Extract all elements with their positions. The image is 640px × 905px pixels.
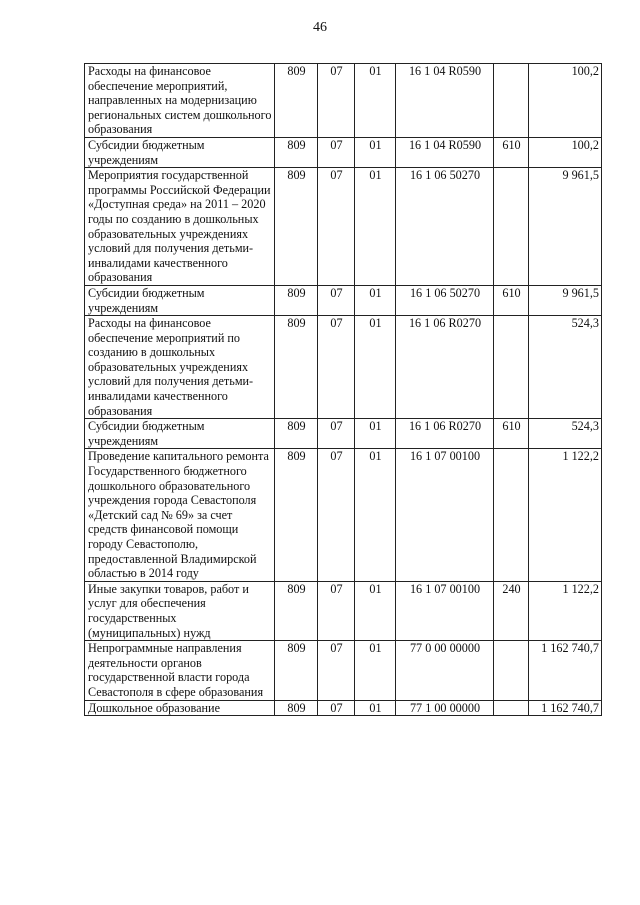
table-row bbox=[85, 419, 602, 449]
expense-type-cell bbox=[494, 700, 529, 716]
expense-name-cell: Расходы на финансовое обеспечение мероприятий по созданию в дошкольных образовательных учреждениях условий для получения детьми-инвалидами качественного образования bbox=[85, 316, 275, 419]
expense-type-cell: 610 bbox=[494, 137, 529, 167]
amount-cell: 524,3 bbox=[529, 419, 602, 449]
expense-name-cell: Мероприятия государственной программы Российской Федерации «Доступная среда» на 2011 – 2020 годы по созданию в дошкольных образовательных учреждениях условий для получения детьми-инвалидами качественного образования bbox=[85, 168, 275, 286]
subsection-code-cell: 01 bbox=[355, 168, 396, 286]
table-row bbox=[85, 316, 602, 419]
subsection-code-cell: 01 bbox=[355, 641, 396, 700]
department-code-cell: 809 bbox=[275, 449, 318, 581]
budget-table bbox=[84, 63, 602, 716]
target-article-cell: 77 1 00 00000 bbox=[396, 700, 494, 716]
section-code-cell: 07 bbox=[318, 641, 355, 700]
target-article-cell: 16 1 06 50270 bbox=[396, 168, 494, 286]
expense-type-cell bbox=[494, 449, 529, 581]
target-article-cell: 16 1 06 R0270 bbox=[396, 419, 494, 449]
department-code-cell: 809 bbox=[275, 137, 318, 167]
expense-name-cell: Субсидии бюджетным учреждениям bbox=[85, 137, 275, 167]
table-row bbox=[85, 641, 602, 700]
expense-name-cell: Расходы на финансовое обеспечение мероприятий, направленных на модернизацию региональных систем дошкольного образования bbox=[85, 64, 275, 138]
department-code-cell: 809 bbox=[275, 285, 318, 315]
amount-cell: 524,3 bbox=[529, 316, 602, 419]
expense-type-cell bbox=[494, 641, 529, 700]
expense-type-cell: 610 bbox=[494, 419, 529, 449]
target-article-cell: 16 1 04 R0590 bbox=[396, 64, 494, 138]
section-code-cell: 07 bbox=[318, 64, 355, 138]
expense-type-cell: 610 bbox=[494, 285, 529, 315]
amount-cell: 100,2 bbox=[529, 137, 602, 167]
section-code-cell: 07 bbox=[318, 419, 355, 449]
subsection-code-cell: 01 bbox=[355, 581, 396, 640]
table-row bbox=[85, 700, 602, 716]
section-code-cell: 07 bbox=[318, 137, 355, 167]
expense-type-cell bbox=[494, 64, 529, 138]
subsection-code-cell: 01 bbox=[355, 137, 396, 167]
subsection-code-cell: 01 bbox=[355, 700, 396, 716]
target-article-cell: 16 1 06 R0270 bbox=[396, 316, 494, 419]
target-article-cell: 16 1 06 50270 bbox=[396, 285, 494, 315]
amount-cell: 100,2 bbox=[529, 64, 602, 138]
subsection-code-cell: 01 bbox=[355, 419, 396, 449]
department-code-cell: 809 bbox=[275, 168, 318, 286]
section-code-cell: 07 bbox=[318, 449, 355, 581]
table-row bbox=[85, 581, 602, 640]
expense-type-cell: 240 bbox=[494, 581, 529, 640]
amount-cell: 9 961,5 bbox=[529, 285, 602, 315]
section-code-cell: 07 bbox=[318, 581, 355, 640]
target-article-cell: 16 1 07 00100 bbox=[396, 449, 494, 581]
expense-name-cell: Дошкольное образование bbox=[85, 700, 275, 716]
subsection-code-cell: 01 bbox=[355, 285, 396, 315]
section-code-cell: 07 bbox=[318, 700, 355, 716]
table-row bbox=[85, 449, 602, 581]
target-article-cell: 77 0 00 00000 bbox=[396, 641, 494, 700]
department-code-cell: 809 bbox=[275, 700, 318, 716]
amount-cell: 9 961,5 bbox=[529, 168, 602, 286]
table-row bbox=[85, 64, 602, 138]
table-row bbox=[85, 168, 602, 286]
department-code-cell: 809 bbox=[275, 419, 318, 449]
expense-name-cell: Иные закупки товаров, работ и услуг для обеспечения государственных (муниципальных) нужд bbox=[85, 581, 275, 640]
amount-cell: 1 162 740,7 bbox=[529, 700, 602, 716]
amount-cell: 1 162 740,7 bbox=[529, 641, 602, 700]
department-code-cell: 809 bbox=[275, 581, 318, 640]
amount-cell: 1 122,2 bbox=[529, 449, 602, 581]
amount-cell: 1 122,2 bbox=[529, 581, 602, 640]
subsection-code-cell: 01 bbox=[355, 449, 396, 581]
subsection-code-cell: 01 bbox=[355, 316, 396, 419]
department-code-cell: 809 bbox=[275, 64, 318, 138]
section-code-cell: 07 bbox=[318, 285, 355, 315]
target-article-cell: 16 1 07 00100 bbox=[396, 581, 494, 640]
target-article-cell: 16 1 04 R0590 bbox=[396, 137, 494, 167]
subsection-code-cell: 01 bbox=[355, 64, 396, 138]
page-number: 46 bbox=[313, 20, 327, 35]
expense-name-cell: Проведение капитального ремонта Государственного бюджетного дошкольного образовательного учреждения города Севастополя «Детский сад № 69» за счет средств финансовой помощи городу Севастополю, предоставленной Владимирской областью в 2014 году bbox=[85, 449, 275, 581]
section-code-cell: 07 bbox=[318, 168, 355, 286]
department-code-cell: 809 bbox=[275, 316, 318, 419]
expense-name-cell: Субсидии бюджетным учреждениям bbox=[85, 285, 275, 315]
section-code-cell: 07 bbox=[318, 316, 355, 419]
department-code-cell: 809 bbox=[275, 641, 318, 700]
table-row bbox=[85, 285, 602, 315]
table-row bbox=[85, 137, 602, 167]
expense-type-cell bbox=[494, 316, 529, 419]
expense-name-cell: Непрограммные направления деятельности органов государственной власти города Севастополя в сфере образования bbox=[85, 641, 275, 700]
expense-name-cell: Субсидии бюджетным учреждениям bbox=[85, 419, 275, 449]
expense-type-cell bbox=[494, 168, 529, 286]
